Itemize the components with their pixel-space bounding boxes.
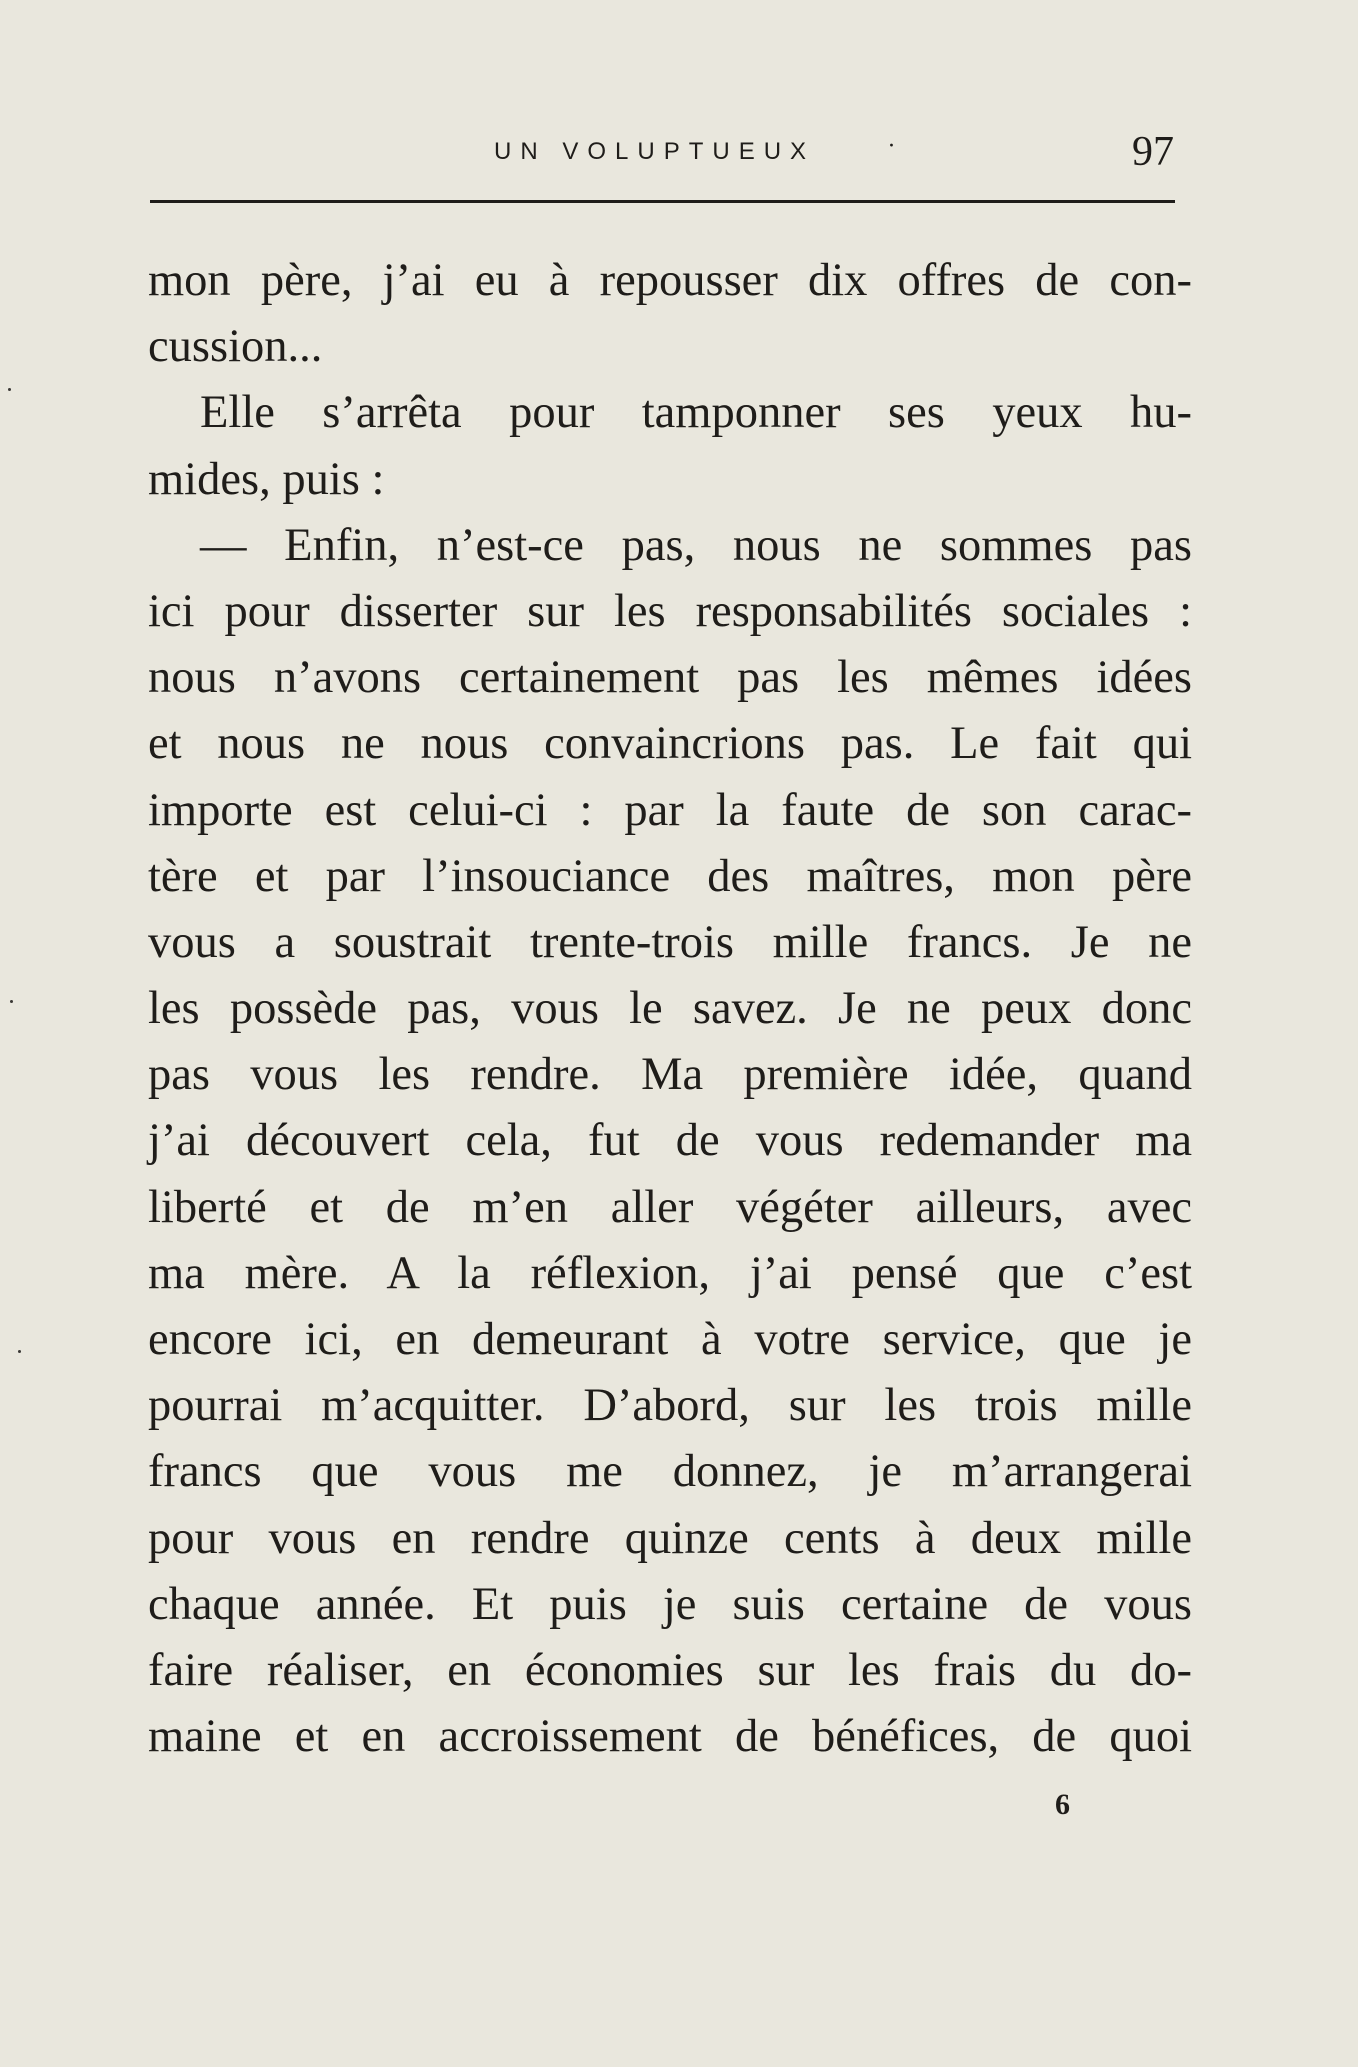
signature-mark: 6: [1055, 1788, 1070, 1821]
running-separator: ·: [888, 134, 895, 159]
text-line: maine et en accroissement de bénéfices, de quoi: [148, 1711, 1192, 1763]
page-number: 97: [1132, 129, 1174, 175]
text-line: Elle s’arrêta pour tamponner ses yeux hu-: [200, 387, 1192, 439]
text-line: ma mère. A la réflexion, j’ai pensé que c’est: [148, 1247, 1192, 1299]
text-line: tère et par l’insouciance des maîtres, mon père: [148, 850, 1192, 902]
text-line: liberté et de m’en aller végéter ailleurs, avec: [148, 1181, 1192, 1233]
text-line: j’ai découvert cela, fut de vous redemander ma: [148, 1115, 1192, 1167]
paper-speck: [10, 1000, 13, 1003]
paper-speck: [8, 388, 11, 391]
text-line: pour vous en rendre quinze cents à deux mille: [148, 1512, 1192, 1564]
text-line: chaque année. Et puis je suis certaine de vous: [148, 1578, 1192, 1630]
body-text: [148, 248, 1192, 1770]
text-line: mides, puis :: [148, 453, 385, 505]
text-line: et nous ne nous convaincrions pas. Le fait qui: [148, 718, 1192, 770]
text-line: nous n’avons certainement pas les mêmes idées: [148, 652, 1192, 704]
text-line: pourrai m’acquitter. D’abord, sur les trois mille: [148, 1380, 1192, 1432]
text-line: ici pour disserter sur les responsabilités sociales :: [148, 585, 1192, 637]
text-line: faire réaliser, en économies sur les frais du do-: [148, 1644, 1192, 1696]
header-rule: [150, 200, 1175, 203]
text-line: pas vous les rendre. Ma première idée, quand: [148, 1049, 1192, 1101]
text-line: vous a soustrait trente-trois mille francs. Je ne: [148, 916, 1192, 968]
paper-speck: [18, 1350, 21, 1353]
running-title: UN VOLUPTUEUX: [494, 138, 816, 165]
text-line: cussion...: [148, 321, 323, 373]
text-line: encore ici, en demeurant à votre service, que je: [148, 1314, 1192, 1365]
text-line: importe est celui-ci : par la faute de son carac-: [148, 784, 1192, 836]
text-line: — Enfin, n’est-ce pas, nous ne sommes pas: [200, 519, 1192, 571]
text-line: francs que vous me donnez, je m’arrangerai: [148, 1446, 1192, 1498]
running-head: [150, 128, 1192, 188]
text-line: les possède pas, vous le savez. Je ne peux donc: [148, 983, 1192, 1035]
text-line: mon père, j’ai eu à repousser dix offres de con-: [148, 255, 1192, 306]
